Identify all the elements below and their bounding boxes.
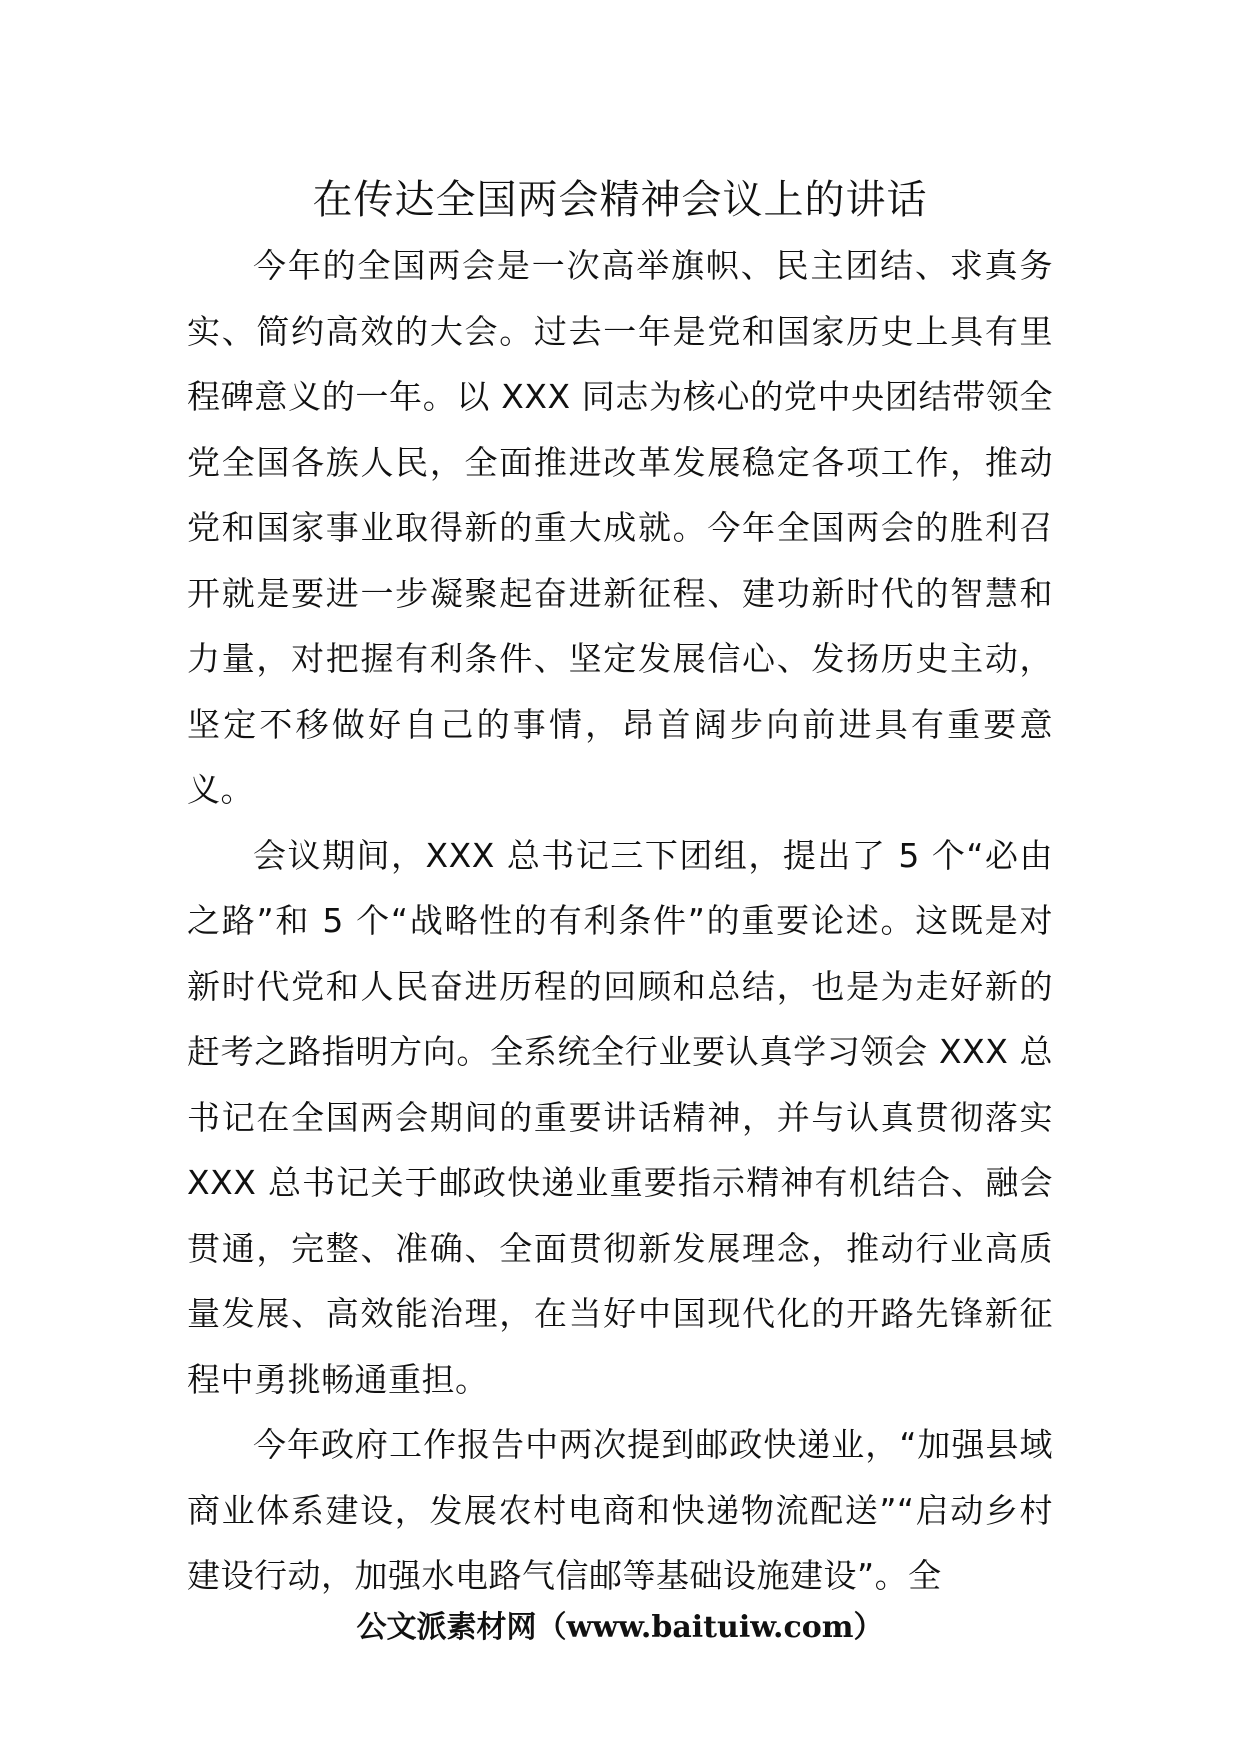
document-body (187, 233, 1053, 1609)
footer-watermark: 公文派素材网（www.baituiw.com） (356, 1610, 884, 1645)
document-title: 在传达全国两会精神会议上的讲话 (312, 177, 928, 223)
paragraph-1: 今年的全国两会是一次高举旗帜、民主团结、求真务实、简约高效的大会。过去一年是党和国家历史上具有里程碑意义的一年。以 XXX 同志为核心的党中央团结带领全党全国各族人民，全面推进改革发展稳定各项工作，推动党和国家事业取得新的重大成就。今年全国两会的胜利召开就是要进一步凝聚起奋进新征程、建功新时代的智慧和力量，对把握有利条件、坚定发展信心、发扬历史主动，坚定不移做好自己的事情，昂首阔步向前进具有重要意义。 (187, 246, 1053, 809)
paragraph-2: 会议期间，XXX 总书记三下团组，提出了 5 个“必由之路”和 5 个“战略性的有利条件”的重要论述。这既是对新时代党和人民奋进历程的回顾和总结，也是为走好新的赶考之路指明方向。全系统全行业要认真学习领会 XXX 总书记在全国两会期间的重要讲话精神，并与认真贯彻落实 XXX 总书记关于邮政快递业重要指示精神有机结合、融会贯通，完整、准确、全面贯彻新发展理念，推动行业高质量发展、高效能治理，在当好中国现代化的开路先锋新征程中勇挑畅通重担。 (187, 835, 1053, 1399)
paragraph-3: 今年政府工作报告中两次提到邮政快递业，“加强县域商业体系建设，发展农村电商和快递物流配送”“启动乡村建设行动，加强水电路气信邮等基础设施建设”。全 (187, 1425, 1053, 1595)
